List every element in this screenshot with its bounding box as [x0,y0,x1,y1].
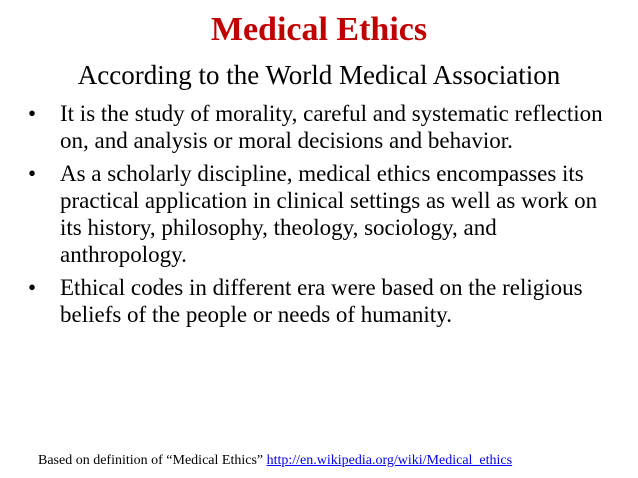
footer-text: Based on definition of “Medical Ethics” [38,453,267,468]
slide-subtitle: According to the World Medical Association [77,60,561,90]
bullet-list [24,100,624,334]
bullet-marker: • [28,161,37,186]
bullet-item [24,100,624,154]
bullet-text: It is the study of morality, careful and systematic reflection on, and analysis or moral decisions and behavior. [60,101,603,153]
bullet-item [24,274,624,328]
bullet-marker: • [28,101,37,126]
source-footer [38,452,512,469]
bullet-marker: • [28,275,37,300]
bullet-text: Ethical codes in different era were based on the religious beliefs of the people or needs of humanity. [60,275,583,327]
source-link[interactable]: http://en.wikipedia.org/wiki/Medical_ethics [266,453,513,468]
bullet-text: As a scholarly discipline, medical ethics encompasses its practical application in clinical settings as well as work on its history, philosophy, theology, sociology, and anthropology. [60,161,598,267]
bullet-item [24,160,624,268]
slide-title: Medical Ethics [210,11,428,48]
